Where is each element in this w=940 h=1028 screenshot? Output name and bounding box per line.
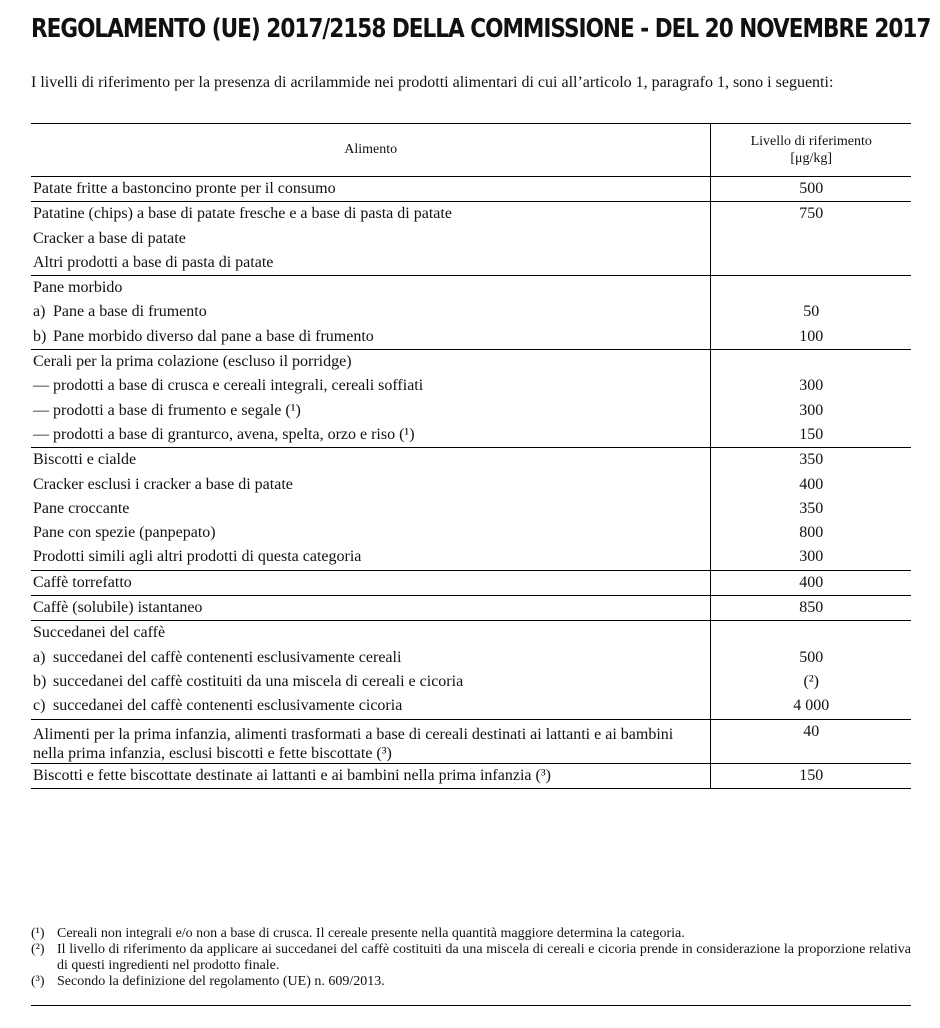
- food-item-text: Cracker esclusi i cracker a base di patate: [33, 475, 293, 493]
- item-marker: b): [33, 327, 47, 345]
- food-cell: [31, 177, 711, 202]
- table-group: [31, 177, 911, 202]
- acrylamide-reference-table: [31, 123, 911, 789]
- food-item: [31, 423, 710, 447]
- level-cell: [711, 719, 911, 763]
- food-item-text: Alimenti per la prima infanzia, alimenti trasformati a base di cereali destinati ai lattanti e ai bambini nella prima infanzia, esclusi biscotti e fette biscottate (³): [33, 725, 674, 762]
- reference-level-value: 300: [799, 377, 824, 395]
- level-cell: [711, 276, 911, 350]
- table-header-row: [31, 124, 911, 177]
- reference-level-value: 300: [799, 401, 824, 419]
- reference-level-value: 350: [799, 499, 824, 517]
- food-cell: [31, 763, 711, 788]
- level-cell: [711, 763, 911, 788]
- reference-level-value: (²): [803, 672, 819, 690]
- reference-level-value: 850: [799, 599, 824, 617]
- food-cell: [31, 276, 711, 350]
- food-item: [31, 646, 710, 670]
- footnote: [31, 942, 911, 974]
- footnote-text: Secondo la definizione del regolamento (UE) n. 609/2013.: [57, 974, 385, 989]
- reference-level-value: 800: [799, 524, 824, 542]
- food-item: [31, 202, 710, 226]
- item-marker: —: [33, 377, 49, 395]
- table-group: [31, 276, 911, 350]
- reference-level-value: 350: [799, 451, 824, 469]
- table-group: [31, 570, 911, 595]
- food-item-text: Prodotti simili agli altri prodotti di questa categoria: [33, 548, 362, 566]
- food-item: [31, 497, 710, 521]
- reference-level-value: 500: [799, 648, 824, 666]
- table-group: [31, 350, 911, 448]
- food-item-text: Pane morbido diverso dal pane a base di frumento: [53, 327, 374, 345]
- footnote-mark: (³): [31, 974, 45, 989]
- reference-level-value: 40: [803, 722, 820, 740]
- reference-level-value: [711, 251, 911, 275]
- reference-level-value: [711, 621, 911, 645]
- footnote-text: Il livello di riferimento da applicare ai succedanei del caffè costituiti da una miscela di cereali e cicoria prende in considerazione la proporzione relativa di questi ingredienti nel prodotto finale.: [57, 942, 911, 973]
- header-level-unit: [μg/kg]: [790, 151, 833, 166]
- header-level: [711, 124, 911, 177]
- reference-level-value: 400: [799, 475, 824, 493]
- item-marker: c): [33, 697, 46, 715]
- level-cell: [711, 570, 911, 595]
- reference-level-value: 100: [799, 327, 824, 345]
- food-item: [31, 596, 710, 620]
- footnotes: [31, 926, 911, 990]
- food-item-text: Biscotti e fette biscottate destinate ai lattanti e ai bambini nella prima infanzia (³): [33, 766, 551, 784]
- table-group: [31, 763, 911, 788]
- food-item-text: Pane morbido: [33, 279, 123, 297]
- food-item-text: Succedanei del caffè: [33, 624, 166, 642]
- reference-level-value: 300: [799, 548, 824, 566]
- reference-level-value: [711, 276, 911, 300]
- food-item: [31, 764, 710, 788]
- table-group: [31, 719, 911, 763]
- reference-level-value: [711, 227, 911, 251]
- food-item: [31, 350, 710, 374]
- food-item: [31, 694, 710, 718]
- food-item: [31, 374, 710, 398]
- food-item-text: Caffè (solubile) istantaneo: [33, 599, 203, 617]
- header-level-line1: Livello di riferimento: [750, 134, 872, 149]
- bottom-rule: [31, 1005, 911, 1006]
- food-item: [31, 276, 710, 300]
- reference-level-value: 50: [803, 303, 820, 321]
- item-marker: a): [33, 648, 46, 666]
- food-item-text: Pane croccante: [33, 499, 130, 517]
- reference-level-value: 500: [799, 180, 824, 197]
- reference-level-value: 750: [799, 205, 824, 223]
- item-marker: —: [33, 401, 49, 419]
- table-group: [31, 596, 911, 621]
- level-cell: [711, 596, 911, 621]
- reference-level-value: [711, 350, 911, 374]
- level-cell: [711, 448, 911, 570]
- intro-paragraph: I livelli di riferimento per la presenza di acrilammide nei prodotti alimentari di cui all’articolo 1, paragrafo 1, sono i seguenti:: [31, 74, 834, 91]
- food-item: [31, 251, 710, 275]
- food-item-text: Caffè torrefatto: [33, 573, 132, 591]
- food-item-text: succedanei del caffè costituiti da una miscela di cereali e cicoria: [53, 672, 464, 690]
- food-item: [31, 448, 710, 472]
- table-group: [31, 448, 911, 570]
- food-item-text: Pane con spezie (panpepato): [33, 524, 216, 542]
- item-marker: b): [33, 672, 47, 690]
- footnote-mark: (¹): [31, 926, 45, 941]
- food-item-text: prodotti a base di frumento e segale (¹): [53, 401, 301, 419]
- food-item-text: Biscotti e cialde: [33, 451, 137, 469]
- food-item-text: Pane a base di frumento: [53, 303, 207, 321]
- table-group: [31, 621, 911, 719]
- food-item: [31, 300, 710, 324]
- footnote: [31, 926, 911, 942]
- level-cell: [711, 177, 911, 202]
- footnote-mark: (²): [31, 942, 45, 957]
- item-marker: —: [33, 425, 49, 443]
- food-item-text: Patatine (chips) a base di patate fresche e a base di pasta di patate: [33, 205, 452, 223]
- food-cell: [31, 621, 711, 719]
- food-cell: [31, 570, 711, 595]
- food-cell: [31, 596, 711, 621]
- food-item: [31, 473, 710, 497]
- food-item: [31, 399, 710, 423]
- table-group: [31, 202, 911, 276]
- footnote: [31, 974, 911, 990]
- food-item: [31, 521, 710, 545]
- food-item: [31, 177, 710, 201]
- footnote-text: Cereali non integrali e/o non a base di crusca. Il cereale presente nella quantità maggiore determina la categoria.: [57, 926, 685, 941]
- food-item-text: succedanei del caffè contenenti esclusivamente cereali: [53, 648, 402, 666]
- level-cell: [711, 202, 911, 276]
- food-item: [31, 545, 710, 569]
- food-item-text: Patate fritte a bastoncino pronte per il consumo: [33, 180, 336, 197]
- food-item-text: Cracker a base di patate: [33, 229, 186, 247]
- food-item: [31, 670, 710, 694]
- level-cell: [711, 350, 911, 448]
- food-item-text: Altri prodotti a base di pasta di patate: [33, 253, 274, 271]
- food-item: [31, 720, 710, 763]
- food-item: [31, 571, 710, 595]
- reference-level-value: 400: [799, 573, 824, 591]
- page-title: REGOLAMENTO (UE) 2017/2158 DELLA COMMISSIONE - DEL 20 NOVEMBRE 2017: [31, 14, 931, 44]
- level-cell: [711, 621, 911, 719]
- reference-level-value: 150: [799, 425, 824, 443]
- food-cell: [31, 202, 711, 276]
- reference-level-value: 150: [799, 766, 824, 784]
- food-cell: [31, 448, 711, 570]
- item-marker: a): [33, 303, 46, 321]
- food-cell: [31, 719, 711, 763]
- food-item-text: succedanei del caffè contenenti esclusivamente cicoria: [53, 697, 403, 715]
- food-item-text: Cerali per la prima colazione (escluso il porridge): [33, 353, 352, 371]
- food-item: [31, 325, 710, 349]
- reference-level-value: 4 000: [793, 697, 830, 715]
- food-item: [31, 621, 710, 645]
- food-item-text: prodotti a base di crusca e cereali integrali, cereali soffiati: [53, 377, 424, 395]
- food-item: [31, 227, 710, 251]
- header-food: Alimento: [31, 124, 711, 177]
- food-item-text: prodotti a base di granturco, avena, spelta, orzo e riso (¹): [53, 425, 415, 443]
- food-cell: [31, 350, 711, 448]
